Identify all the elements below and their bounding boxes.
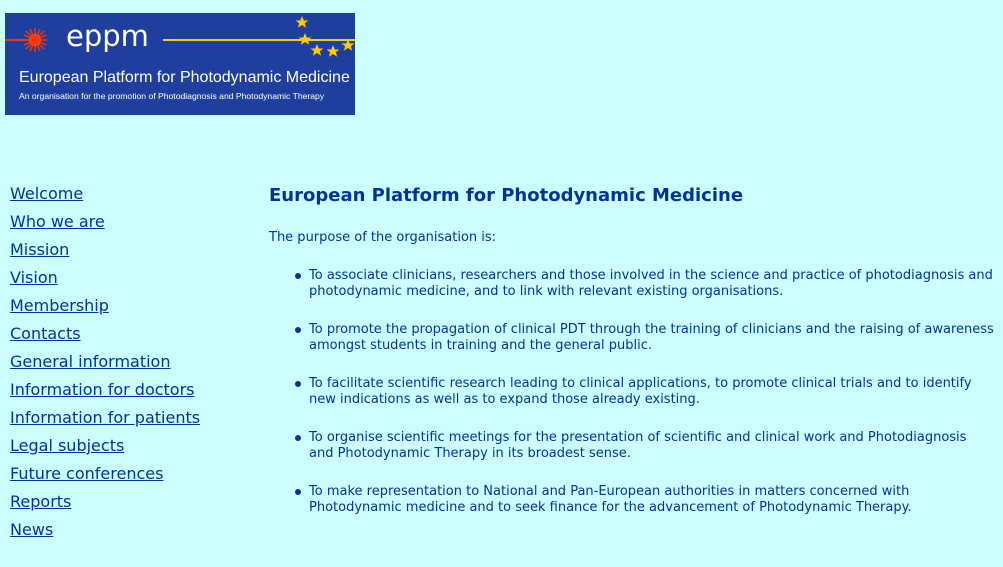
nav-item-future-conferences bbox=[10, 460, 200, 488]
nav-item-information-for-patients bbox=[10, 404, 200, 432]
bullet-icon bbox=[295, 273, 301, 279]
nav-link-reports[interactable]: Reports bbox=[10, 492, 72, 511]
nav-link-news[interactable]: News bbox=[10, 520, 54, 539]
purpose-item bbox=[309, 484, 994, 516]
purpose-text: To associate clinicians, researchers and those involved in the science and practice of photodiagnosis and photodynamic medicine, and to link with relevant existing organisations. bbox=[309, 268, 993, 299]
purpose-item bbox=[309, 376, 994, 408]
nav-item-contacts bbox=[10, 320, 200, 348]
purpose-text: To organise scientific meetings for the presentation of scientific and clinical work and Photodiagnosis and Photodynamic Therapy in its broadest sense. bbox=[309, 430, 967, 461]
purpose-text: To promote the propagation of clinical PDT through the training of clinicians and the raising of awareness amongst students in training and the general public. bbox=[309, 322, 994, 353]
nav-link-welcome[interactable]: Welcome bbox=[10, 184, 84, 203]
nav-link-who-we-are[interactable]: Who we are bbox=[10, 212, 105, 231]
nav-item-information-for-doctors bbox=[10, 376, 200, 404]
eu-stars-icon bbox=[296, 16, 355, 57]
nav-item-welcome bbox=[10, 180, 200, 208]
nav-item-reports bbox=[10, 488, 200, 516]
main-content bbox=[269, 184, 994, 538]
nav-link-information-for-patients[interactable]: Information for patients bbox=[10, 408, 201, 427]
main-navigation bbox=[10, 180, 200, 544]
logo-subtitle: An organisation for the promotion of Photodiagnosis and Photodynamic Therapy bbox=[19, 91, 325, 101]
nav-link-mission[interactable]: Mission bbox=[10, 240, 70, 259]
bullet-icon bbox=[295, 381, 301, 387]
nav-link-future-conferences[interactable]: Future conferences bbox=[10, 464, 164, 483]
purpose-item bbox=[309, 322, 994, 354]
nav-item-news bbox=[10, 516, 200, 544]
nav-item-mission bbox=[10, 236, 200, 264]
sunburst-icon bbox=[23, 28, 47, 52]
page-heading: European Platform for Photodynamic Medicine bbox=[269, 185, 744, 206]
nav-item-general-information bbox=[10, 348, 200, 376]
nav-item-vision bbox=[10, 264, 200, 292]
eppm-logo-banner bbox=[5, 13, 355, 115]
bullet-icon bbox=[295, 327, 301, 333]
nav-link-general-information[interactable]: General information bbox=[10, 352, 171, 371]
bullet-icon bbox=[295, 489, 301, 495]
purpose-list bbox=[269, 268, 994, 516]
nav-item-legal-subjects bbox=[10, 432, 200, 460]
purpose-text: To make representation to National and Pan-European authorities in matters concerned with Photodynamic medicine and to seek finance for the advancement of Photodynamic Therapy. bbox=[309, 484, 912, 515]
nav-link-membership[interactable]: Membership bbox=[10, 296, 109, 315]
bullet-icon bbox=[295, 435, 301, 441]
logo-title: European Platform for Photodynamic Medicine bbox=[19, 69, 350, 86]
nav-link-legal-subjects[interactable]: Legal subjects bbox=[10, 436, 125, 455]
nav-link-information-for-doctors[interactable]: Information for doctors bbox=[10, 380, 195, 399]
purpose-item bbox=[309, 268, 994, 300]
purpose-text: To facilitate scientific research leading to clinical applications, to promote clinical trials and to identify new indications as well as to expand those already existing. bbox=[309, 376, 972, 407]
intro-text: The purpose of the organisation is: bbox=[269, 230, 497, 245]
nav-item-who-we-are bbox=[10, 208, 200, 236]
logo-wordmark: eppm bbox=[66, 19, 149, 53]
purpose-item bbox=[309, 430, 994, 462]
nav-link-vision[interactable]: Vision bbox=[10, 268, 58, 287]
nav-item-membership bbox=[10, 292, 200, 320]
nav-link-contacts[interactable]: Contacts bbox=[10, 324, 81, 343]
